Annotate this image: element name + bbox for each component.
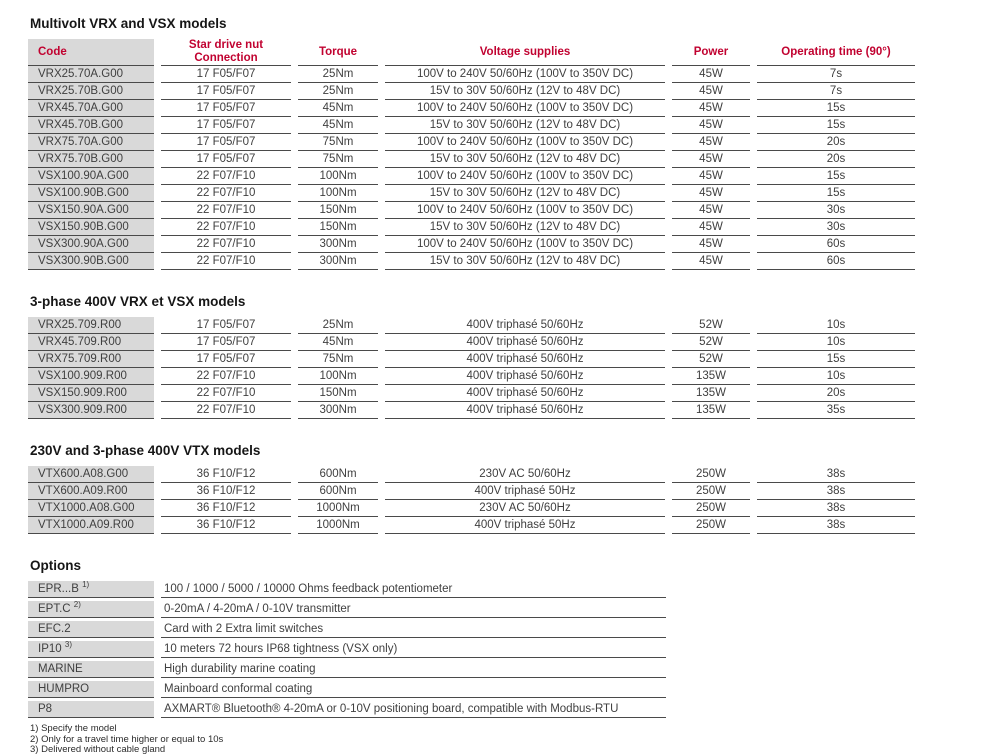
cell-voltage: 400V triphasé 50Hz xyxy=(385,517,665,534)
cell-connection: 17 F05/F07 xyxy=(161,151,291,168)
cell-operating-time: 30s xyxy=(757,202,915,219)
cell-code: VSX300.90A.G00 xyxy=(28,236,154,253)
cell-connection: 22 F07/F10 xyxy=(161,185,291,202)
footnotes xyxy=(30,724,991,756)
cell-connection: 36 F10/F12 xyxy=(161,517,291,534)
table-row xyxy=(28,100,915,117)
header-power: Power xyxy=(672,39,750,66)
cell-connection: 17 F05/F07 xyxy=(161,134,291,151)
table-row xyxy=(28,317,915,334)
option-row xyxy=(28,641,666,658)
vtx-table xyxy=(21,466,922,534)
option-description: 100 / 1000 / 5000 / 10000 Ohms feedback potentiometer xyxy=(161,581,666,598)
cell-voltage: 15V to 30V 50/60Hz (12V to 48V DC) xyxy=(385,253,665,270)
cell-power: 135W xyxy=(672,385,750,402)
cell-power: 250W xyxy=(672,483,750,500)
cell-torque: 75Nm xyxy=(298,351,378,368)
cell-connection: 22 F07/F10 xyxy=(161,385,291,402)
option-description: AXMART® Bluetooth® 4-20mA or 0-10V positioning board, compatible with Modbus-RTU xyxy=(161,701,666,718)
cell-connection: 17 F05/F07 xyxy=(161,66,291,83)
cell-operating-time: 20s xyxy=(757,385,915,402)
cell-power: 250W xyxy=(672,466,750,483)
option-description: Card with 2 Extra limit switches xyxy=(161,621,666,638)
cell-torque: 25Nm xyxy=(298,83,378,100)
table-row xyxy=(28,117,915,134)
cell-torque: 45Nm xyxy=(298,117,378,134)
cell-operating-time: 38s xyxy=(757,483,915,500)
cell-voltage: 15V to 30V 50/60Hz (12V to 48V DC) xyxy=(385,219,665,236)
cell-operating-time: 15s xyxy=(757,168,915,185)
option-code: P8 xyxy=(28,701,154,718)
cell-power: 45W xyxy=(672,202,750,219)
cell-code: VRX45.70B.G00 xyxy=(28,117,154,134)
cell-voltage: 100V to 240V 50/60Hz (100V to 350V DC) xyxy=(385,100,665,117)
cell-code: VTX600.A08.G00 xyxy=(28,466,154,483)
cell-torque: 150Nm xyxy=(298,202,378,219)
cell-operating-time: 15s xyxy=(757,351,915,368)
cell-operating-time: 15s xyxy=(757,185,915,202)
cell-code: VRX45.70A.G00 xyxy=(28,100,154,117)
cell-code: VRX25.70B.G00 xyxy=(28,83,154,100)
cell-voltage: 15V to 30V 50/60Hz (12V to 48V DC) xyxy=(385,185,665,202)
cell-voltage: 100V to 240V 50/60Hz (100V to 350V DC) xyxy=(385,168,665,185)
cell-voltage: 15V to 30V 50/60Hz (12V to 48V DC) xyxy=(385,151,665,168)
option-description: Mainboard conformal coating xyxy=(161,681,666,698)
cell-power: 45W xyxy=(672,66,750,83)
section-title-options: Options xyxy=(30,558,81,573)
cell-torque: 45Nm xyxy=(298,334,378,351)
cell-voltage: 15V to 30V 50/60Hz (12V to 48V DC) xyxy=(385,117,665,134)
option-code: HUMPRO xyxy=(28,681,154,698)
header-voltage-supplies: Voltage supplies xyxy=(385,39,665,66)
option-row xyxy=(28,661,666,678)
cell-operating-time: 20s xyxy=(757,151,915,168)
cell-torque: 100Nm xyxy=(298,185,378,202)
option-row xyxy=(28,621,666,638)
cell-torque: 100Nm xyxy=(298,168,378,185)
cell-torque: 45Nm xyxy=(298,100,378,117)
cell-code: VRX75.70A.G00 xyxy=(28,134,154,151)
table-row xyxy=(28,334,915,351)
cell-code: VRX75.70B.G00 xyxy=(28,151,154,168)
cell-connection: 17 F05/F07 xyxy=(161,100,291,117)
cell-power: 135W xyxy=(672,368,750,385)
cell-torque: 1000Nm xyxy=(298,500,378,517)
cell-connection: 22 F07/F10 xyxy=(161,368,291,385)
option-row xyxy=(28,681,666,698)
cell-power: 52W xyxy=(672,334,750,351)
table-row xyxy=(28,351,915,368)
table-row xyxy=(28,134,915,151)
header-operating-time: Operating time (90°) xyxy=(757,39,915,66)
cell-operating-time: 20s xyxy=(757,134,915,151)
section-title-multivolt: Multivolt VRX and VSX models xyxy=(30,16,227,31)
cell-voltage: 400V triphasé 50/60Hz xyxy=(385,317,665,334)
cell-torque: 25Nm xyxy=(298,66,378,83)
cell-power: 45W xyxy=(672,219,750,236)
cell-operating-time: 38s xyxy=(757,466,915,483)
table-row xyxy=(28,66,915,83)
table-row xyxy=(28,517,915,534)
option-code: EPR...B $^{1)}$ xyxy=(28,581,154,598)
cell-voltage: 100V to 240V 50/60Hz (100V to 350V DC) xyxy=(385,66,665,83)
options-table xyxy=(21,578,673,721)
cell-torque: 300Nm xyxy=(298,402,378,419)
option-footnote-ref: 1) xyxy=(82,581,90,589)
cell-voltage: 15V to 30V 50/60Hz (12V to 48V DC) xyxy=(385,83,665,100)
cell-code: VRX75.709.R00 xyxy=(28,351,154,368)
cell-torque: 300Nm xyxy=(298,253,378,270)
cell-connection: 36 F10/F12 xyxy=(161,466,291,483)
section-title-vtx: 230V and 3-phase 400V VTX models xyxy=(30,443,261,458)
cell-voltage: 100V to 240V 50/60Hz (100V to 350V DC) xyxy=(385,236,665,253)
footnote: 3) Delivered without cable gland xyxy=(30,744,166,755)
option-row xyxy=(28,701,666,718)
cell-power: 52W xyxy=(672,317,750,334)
option-footnote-ref: 2) xyxy=(73,601,81,609)
cell-power: 135W xyxy=(672,402,750,419)
cell-torque: 150Nm xyxy=(298,219,378,236)
cell-voltage: 400V triphasé 50/60Hz xyxy=(385,368,665,385)
table-row xyxy=(28,83,915,100)
cell-torque: 300Nm xyxy=(298,236,378,253)
option-row xyxy=(28,601,666,618)
multivolt-table xyxy=(21,39,922,270)
cell-power: 52W xyxy=(672,351,750,368)
cell-code: VSX100.90B.G00 xyxy=(28,185,154,202)
cell-operating-time: 38s xyxy=(757,500,915,517)
cell-operating-time: 60s xyxy=(757,236,915,253)
cell-power: 45W xyxy=(672,185,750,202)
cell-voltage: 230V AC 50/60Hz xyxy=(385,466,665,483)
header-code: Code xyxy=(28,39,154,66)
cell-code: VTX600.A09.R00 xyxy=(28,483,154,500)
option-code: IP10 $^{3)}$ xyxy=(28,641,154,658)
cell-connection: 17 F05/F07 xyxy=(161,351,291,368)
section-threephase xyxy=(0,294,991,419)
section-title-threephase: 3-phase 400V VRX et VSX models xyxy=(30,294,246,309)
cell-connection: 17 F05/F07 xyxy=(161,334,291,351)
cell-operating-time: 15s xyxy=(757,100,915,117)
cell-operating-time: 60s xyxy=(757,253,915,270)
table-row xyxy=(28,202,915,219)
cell-connection: 22 F07/F10 xyxy=(161,402,291,419)
cell-operating-time: 30s xyxy=(757,219,915,236)
table-row xyxy=(28,219,915,236)
table-row xyxy=(28,500,915,517)
option-code: EFC.2 xyxy=(28,621,154,638)
cell-torque: 150Nm xyxy=(298,385,378,402)
cell-connection: 17 F05/F07 xyxy=(161,83,291,100)
cell-power: 250W xyxy=(672,500,750,517)
cell-power: 45W xyxy=(672,83,750,100)
threephase-table xyxy=(21,317,922,419)
table-row xyxy=(28,466,915,483)
cell-connection: 17 F05/F07 xyxy=(161,317,291,334)
cell-code: VTX1000.A09.R00 xyxy=(28,517,154,534)
cell-torque: 75Nm xyxy=(298,151,378,168)
cell-voltage: 400V triphasé 50/60Hz xyxy=(385,402,665,419)
cell-voltage: 400V triphasé 50Hz xyxy=(385,483,665,500)
cell-voltage: 230V AC 50/60Hz xyxy=(385,500,665,517)
table-row xyxy=(28,483,915,500)
cell-power: 250W xyxy=(672,517,750,534)
cell-operating-time: 7s xyxy=(757,83,915,100)
cell-connection: 22 F07/F10 xyxy=(161,168,291,185)
cell-power: 45W xyxy=(672,134,750,151)
cell-code: VSX100.909.R00 xyxy=(28,368,154,385)
cell-connection: 22 F07/F10 xyxy=(161,253,291,270)
footnote: 1) Specify the model xyxy=(30,723,117,734)
cell-connection: 36 F10/F12 xyxy=(161,500,291,517)
cell-torque: 1000Nm xyxy=(298,517,378,534)
cell-torque: 25Nm xyxy=(298,317,378,334)
table-row xyxy=(28,236,915,253)
option-row xyxy=(28,581,666,598)
cell-code: VSX150.90B.G00 xyxy=(28,219,154,236)
option-footnote-ref: 3) xyxy=(64,641,72,649)
cell-operating-time: 38s xyxy=(757,517,915,534)
cell-torque: 600Nm xyxy=(298,466,378,483)
option-description: 10 meters 72 hours IP68 tightness (VSX only) xyxy=(161,641,666,658)
section-multivolt xyxy=(0,16,991,270)
table-row xyxy=(28,385,915,402)
cell-power: 45W xyxy=(672,236,750,253)
cell-voltage: 400V triphasé 50/60Hz xyxy=(385,334,665,351)
multivolt-header-row xyxy=(28,39,915,66)
header-star-drive-nut: Star drive nut Connection xyxy=(161,39,291,66)
cell-code: VRX25.70A.G00 xyxy=(28,66,154,83)
cell-torque: 600Nm xyxy=(298,483,378,500)
section-options xyxy=(0,558,991,721)
cell-code: VRX25.709.R00 xyxy=(28,317,154,334)
cell-power: 45W xyxy=(672,168,750,185)
cell-operating-time: 7s xyxy=(757,66,915,83)
section-vtx xyxy=(0,443,991,534)
cell-operating-time: 35s xyxy=(757,402,915,419)
cell-code: VRX45.709.R00 xyxy=(28,334,154,351)
table-row xyxy=(28,402,915,419)
footnote: 2) Only for a travel time higher or equal to 10s xyxy=(30,733,224,745)
cell-operating-time: 15s xyxy=(757,117,915,134)
option-description: 0-20mA / 4-20mA / 0-10V transmitter xyxy=(161,601,666,618)
cell-connection: 36 F10/F12 xyxy=(161,483,291,500)
cell-operating-time: 10s xyxy=(757,368,915,385)
cell-voltage: 100V to 240V 50/60Hz (100V to 350V DC) xyxy=(385,202,665,219)
cell-code: VSX300.90B.G00 xyxy=(28,253,154,270)
option-code: EPT.C $^{2)}$ xyxy=(28,601,154,618)
cell-code: VSX150.90A.G00 xyxy=(28,202,154,219)
cell-connection: 17 F05/F07 xyxy=(161,117,291,134)
cell-power: 45W xyxy=(672,253,750,270)
cell-operating-time: 10s xyxy=(757,334,915,351)
option-code: MARINE xyxy=(28,661,154,678)
cell-torque: 75Nm xyxy=(298,134,378,151)
cell-connection: 22 F07/F10 xyxy=(161,219,291,236)
cell-code: VTX1000.A08.G00 xyxy=(28,500,154,517)
table-row xyxy=(28,185,915,202)
table-row xyxy=(28,168,915,185)
cell-code: VSX300.909.R00 xyxy=(28,402,154,419)
cell-operating-time: 10s xyxy=(757,317,915,334)
cell-code: VSX150.909.R00 xyxy=(28,385,154,402)
table-row xyxy=(28,151,915,168)
cell-code: VSX100.90A.G00 xyxy=(28,168,154,185)
table-row xyxy=(28,253,915,270)
option-description: High durability marine coating xyxy=(161,661,666,678)
table-row xyxy=(28,368,915,385)
cell-connection: 22 F07/F10 xyxy=(161,236,291,253)
cell-torque: 100Nm xyxy=(298,368,378,385)
cell-voltage: 400V triphasé 50/60Hz xyxy=(385,351,665,368)
cell-power: 45W xyxy=(672,151,750,168)
cell-power: 45W xyxy=(672,100,750,117)
header-torque: Torque xyxy=(298,39,378,66)
cell-power: 45W xyxy=(672,117,750,134)
cell-connection: 22 F07/F10 xyxy=(161,202,291,219)
cell-voltage: 100V to 240V 50/60Hz (100V to 350V DC) xyxy=(385,134,665,151)
cell-voltage: 400V triphasé 50/60Hz xyxy=(385,385,665,402)
